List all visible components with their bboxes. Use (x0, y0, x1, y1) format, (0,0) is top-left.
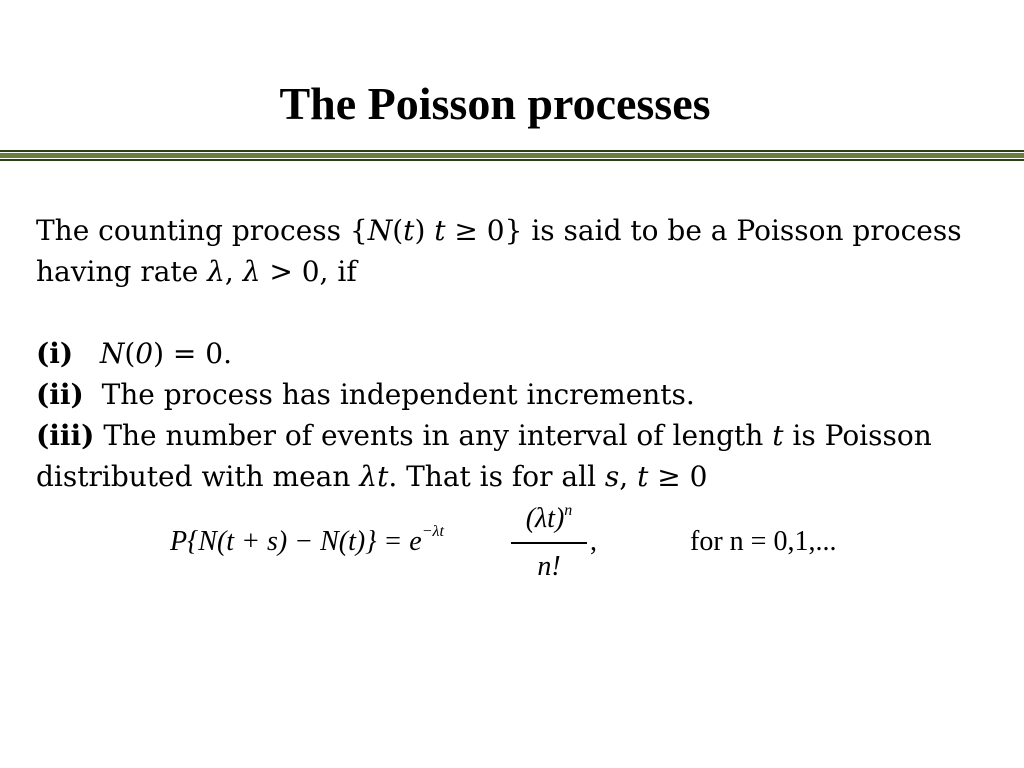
condition-iii: (iii) The number of events in any interval of length t is Poisson (36, 419, 932, 452)
condition-label: (ii) (36, 378, 84, 411)
definition-line-1: The counting process {N(t) t ≥ 0} is said to be a Poisson process (36, 214, 962, 247)
condition-i: (i) N(0) = 0. (36, 337, 233, 370)
conditions-list (36, 333, 996, 497)
fraction-bar (511, 542, 587, 544)
formula-condition: for n = 0,1,... (690, 526, 837, 557)
condition-label: (i) (36, 337, 74, 370)
definition-line-2: having rate λ, λ > 0, if (36, 255, 357, 288)
title-divider (0, 150, 1024, 162)
condition-iii-continued: distributed with mean λt. That is for all s, t ≥ 0 (36, 460, 708, 493)
fraction-denominator: n! (537, 550, 561, 582)
slide-title: The Poisson processes (279, 78, 711, 129)
formula-exponent: −λt (421, 523, 444, 540)
fraction-numerator: $(\lambda t)^n$ (525, 502, 573, 534)
formula-lhs: $P\{N(t + s) - N(t)\} = e^{-\lambda t}$ (170, 523, 444, 557)
definition-paragraph (36, 210, 996, 292)
condition-ii: (ii) The process has independent increments. (36, 378, 695, 411)
formula-fraction (511, 500, 587, 586)
condition-label: (iii) (36, 419, 95, 452)
formula-comma: , (590, 526, 597, 557)
poisson-formula (170, 500, 890, 590)
